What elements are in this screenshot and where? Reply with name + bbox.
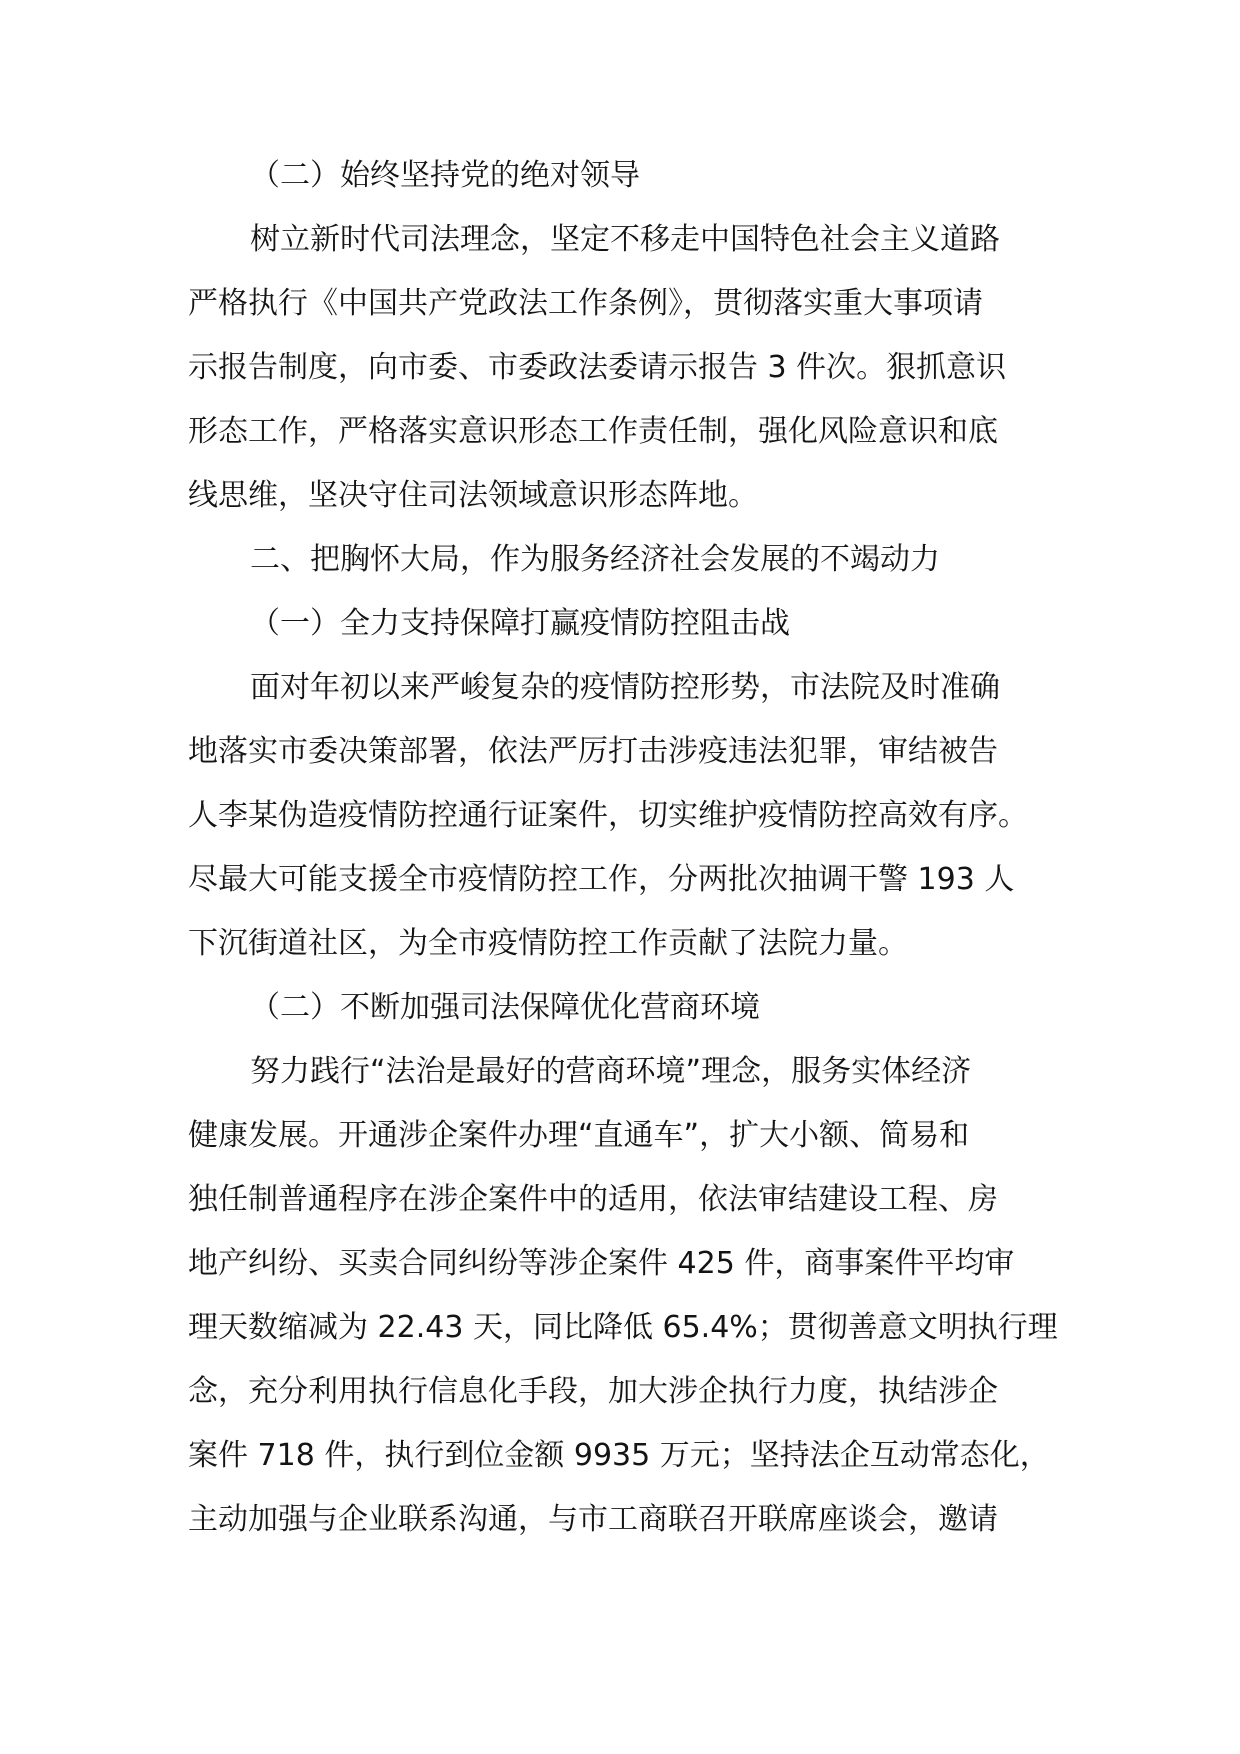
paragraph-line: 尽最大可能支援全市疫情防控工作，分两批次抽调干警 193 人	[188, 862, 1015, 897]
paragraph-line: 示报告制度，向市委、市委政法委请示报告 3 件次。狠抓意识	[188, 350, 1007, 385]
paragraph-line: 形态工作，严格落实意识形态工作责任制，强化风险意识和底	[188, 414, 998, 449]
paragraph-line: 念，充分利用执行信息化手段，加大涉企执行力度，执结涉企	[188, 1374, 998, 1409]
paragraph-line: 下沉街道社区，为全市疫情防控工作贡献了法院力量。	[188, 926, 908, 961]
paragraph-line: 地产纠纷、买卖合同纠纷等涉企案件 425 件，商事案件平均审	[188, 1246, 1015, 1281]
paragraph-line: 独任制普通程序在涉企案件中的适用，依法审结建设工程、房	[188, 1182, 998, 1217]
heading-1-epidemic: （一）全力支持保障打赢疫情防控阻击战	[250, 606, 790, 641]
paragraph-line: 努力践行“法治是最好的营商环境”理念，服务实体经济	[250, 1054, 972, 1089]
heading-2-business-environment: （二）不断加强司法保障优化营商环境	[250, 990, 760, 1025]
paragraph-line: 线思维，坚决守住司法领域意识形态阵地。	[188, 478, 758, 513]
section-heading-2: 二、把胸怀大局，作为服务经济社会发展的不竭动力	[250, 542, 940, 577]
paragraph-line: 地落实市委决策部署，依法严厉打击涉疫违法犯罪，审结被告	[188, 734, 998, 769]
paragraph-line: 主动加强与企业联系沟通，与市工商联召开联席座谈会，邀请	[188, 1502, 998, 1537]
paragraph-line: 健康发展。开通涉企案件办理“直通车”，扩大小额、简易和	[188, 1118, 970, 1153]
paragraph-line: 严格执行《中国共产党政法工作条例》，贯彻落实重大事项请	[188, 286, 983, 321]
paragraph-line: 人李某伪造疫情防控通行证案件，切实维护疫情防控高效有序。	[188, 798, 1028, 833]
heading-2-party-leadership: （二）始终坚持党的绝对领导	[250, 158, 640, 193]
paragraph-line: 面对年初以来严峻复杂的疫情防控形势，市法院及时准确	[250, 670, 1000, 705]
paragraph-line: 案件 718 件，执行到位金额 9935 万元；坚持法企互动常态化，	[188, 1438, 1050, 1473]
paragraph-line: 树立新时代司法理念，坚定不移走中国特色社会主义道路	[250, 222, 1000, 257]
paragraph-line: 理天数缩减为 22.43 天，同比降低 65.4%；贯彻善意文明执行理	[188, 1310, 1058, 1345]
